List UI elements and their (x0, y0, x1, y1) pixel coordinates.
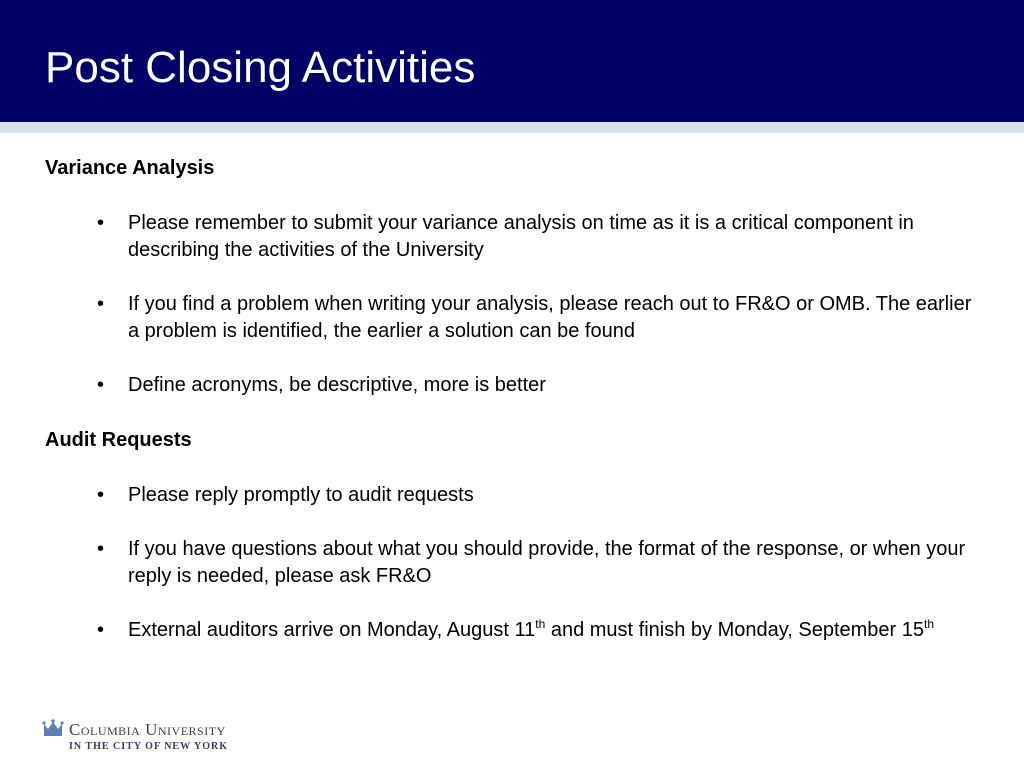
bullet-icon: • (97, 619, 105, 641)
bullet-list-audit-requests (45, 482, 980, 644)
list-item (45, 482, 980, 509)
bullet-text-part: External auditors arrive on Monday, August 11 (128, 619, 536, 641)
list-item (45, 291, 980, 345)
title-bar (0, 0, 1024, 122)
logo-name: Columbia University (69, 720, 226, 739)
bullet-icon: • (97, 484, 105, 506)
bullet-icon: • (97, 212, 105, 234)
university-logo (42, 717, 302, 757)
ordinal-suffix: th (535, 617, 546, 631)
slide-title: Post Closing Activities (45, 43, 476, 92)
bullet-icon: • (97, 538, 105, 560)
list-item (45, 617, 980, 644)
bullet-text: If you have questions about what you should provide, the format of the response, or when your reply is needed, please ask FR&O (128, 538, 966, 587)
crown-icon (42, 719, 64, 739)
bullet-icon: • (97, 374, 105, 396)
bullet-text: Define acronyms, be descriptive, more is better (128, 374, 546, 396)
bullet-text: Please reply promptly to audit requests (128, 484, 474, 506)
bullet-list-variance-analysis (45, 210, 980, 399)
ordinal-suffix: th (924, 617, 935, 631)
title-bar-stripe (0, 122, 1024, 133)
bullet-text: If you find a problem when writing your analysis, please reach out to FR&O or OMB. The earlier a problem is identified, the earlier a solution can be found (128, 293, 972, 342)
list-item (45, 210, 980, 264)
slide-content (45, 155, 980, 644)
bullet-icon: • (97, 293, 105, 315)
list-item (45, 372, 980, 399)
bullet-text-part: and must finish by Monday, September 15 (545, 619, 925, 641)
bullet-text: Please remember to submit your variance analysis on time as it is a critical component in describing the activities of the University (128, 212, 914, 261)
section-heading-variance-analysis: Variance Analysis (45, 157, 215, 179)
logo-subtitle: IN THE CITY OF NEW YORK (69, 741, 229, 752)
section-heading-audit-requests: Audit Requests (45, 429, 192, 451)
list-item (45, 536, 980, 590)
bullet-text (128, 619, 934, 641)
